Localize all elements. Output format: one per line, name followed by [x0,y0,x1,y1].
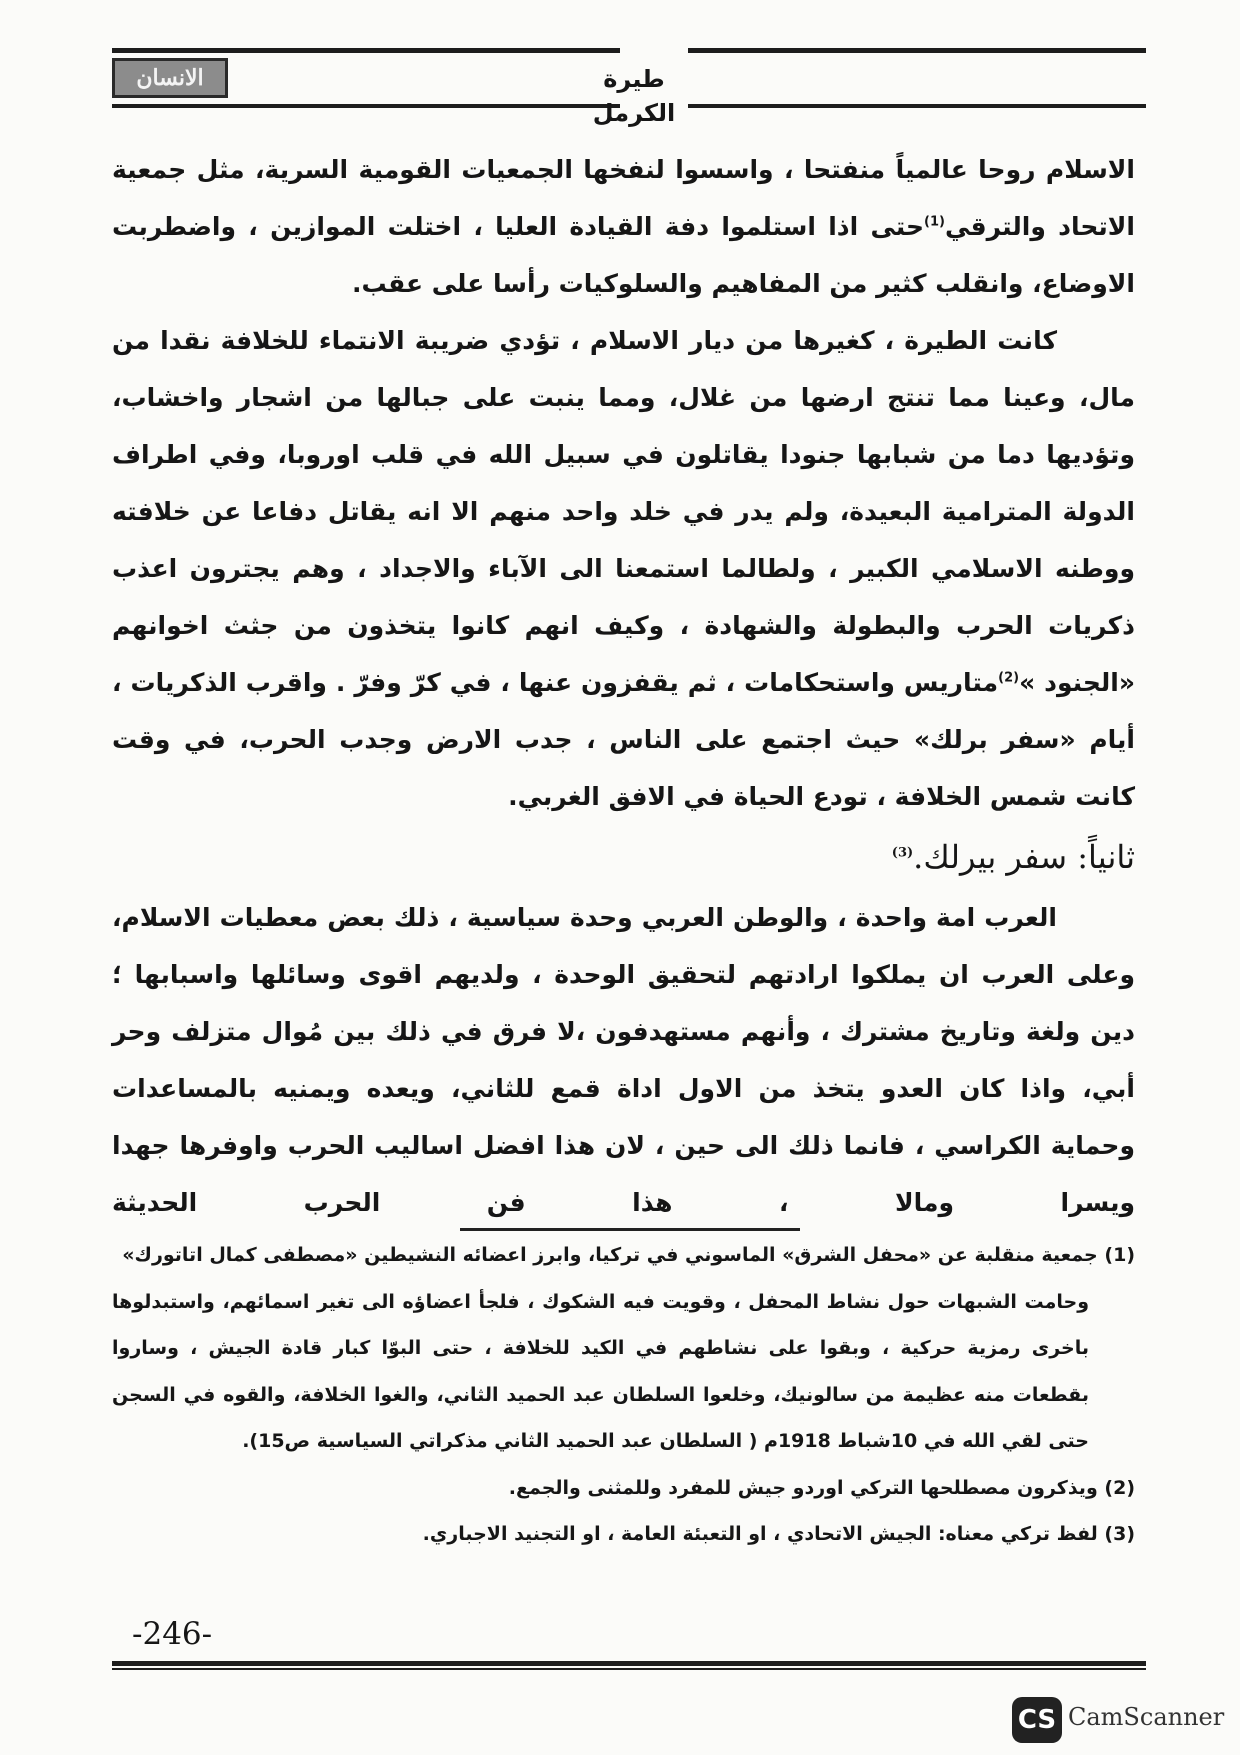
page-number: -246- [132,1616,213,1652]
paragraph-2 [112,312,1135,825]
footnote-1-continued: وحامت الشبهات حول نشاط المحفل ، وقويت فيه الشكوك ، فلجأ اعضاؤه الى تغير اسمائهم، واستبدلوها باخرى رمزية حركية ، وبقوا على نشاطهم في الكيد للخلافة ، حتى البوّا كبار قادة الجيش ، وساروا بقطعات منه عظيمة من سالونيك، وخلعوا السلطان عبد الحميد الثاني، والغوا الخلافة، والقوه في السجن حتى لقي الله في 10شباط 1918م ( السلطان عبد الحميد الثاني مذكراتي السياسية ص15). [112,1290,1089,1452]
header-rule-left-top [112,48,620,53]
footnote-separator [460,1228,800,1231]
header-rule-right-bottom [688,104,1146,108]
footnote-3 [112,1511,1135,1558]
footnotes [112,1232,1135,1558]
footnote-2 [112,1465,1135,1512]
footnote-1 [112,1232,1135,1279]
footnote-ref-3: (3) [891,845,914,861]
footnote-1-number: (1) [1104,1244,1135,1266]
paragraph-1-rest: حتى اذا استلموا دفة القيادة العليا ، اختلت الموازين ، واضطربت الاوضاع، وانقلب كثير من المفاهيم والسلوكيات رأسا على عقب. [112,212,1135,298]
footnote-ref-1: (1) [924,214,945,230]
running-header-title: طيرة الكرمل [592,65,676,127]
footnote-1-text: جمعية منقلبة عن «محفل الشرق» الماسوني في تركيا، وابرز اعضائه النشيطين «مصطفى كمال اتاتورك» [122,1244,1098,1266]
paragraph-2-rest: متاريس واستحكامات ، ثم يقفزون عنها ، في كرّ وفرّ . واقرب الذكريات ، أيام «سفر برلك» حيث اجتمع على الناس ، جدب الارض وجدب الحرب، في وقت كانت شمس الخلافة ، تودع الحياة في الافق الغربي. [112,668,1135,811]
section-heading [112,825,1135,889]
camscanner-watermark: CamScanner [1068,1703,1225,1731]
camscanner-logo-icon: CS [1012,1697,1062,1743]
footnote-2-text: ويذكرون مصطلحها التركي اوردو جيش للمفرد وللمثنى والجمع. [508,1476,1098,1499]
paragraph-1 [112,141,1135,312]
footnote-ref-2: (2) [998,670,1020,686]
body-text [112,141,1135,1231]
footnote-3-number: (3) [1104,1523,1135,1545]
footer-rule-thin [112,1668,1146,1670]
paragraph-2-text: كانت الطيرة ، كغيرها من ديار الاسلام ، تؤدي ضريبة الانتماء للخلافة نقدا من مال، وعينا مما تنتج ارضها من غلال، ومما ينبت على جبالها من اشجار واخشاب، وتؤديها دما من شبابها جنودا يقاتلون في سبيل الله في قلب اوروبا، وفي اطراف الدولة المترامية البعيدة، ولم يدر في خلد واحد منهم الا انه يقاتل دفاعا عن خلافته ووطنه الاسلامي الكبير ، ولطالما استمعنا الى الآباء والاجداد ، وهم يجترون اعذب ذكريات الحرب والبطولة والشهادة ، وكيف انهم كانوا يتخذون من جثث اخوانهم «الجنود » [112,326,1135,697]
journal-badge: الانسان [112,58,228,98]
footnote-3-text: لفظ تركي معناه: الجيش الاتحادي ، او التعبئة العامة ، او التجنيد الاجباري. [422,1523,1098,1545]
header-rule-left-bottom [112,104,620,108]
footnote-2-number: (2) [1104,1476,1135,1499]
paragraph-3: العرب امة واحدة ، والوطن العربي وحدة سياسية ، ذلك بعض معطيات الاسلام، وعلى العرب ان يملكوا ارادتهم لتحقيق الوحدة ، ولديهم اقوى وسائلها واسبابها ؛ دين ولغة وتاريخ مشترك ، وأنهم مستهدفون ،لا فرق في ذلك بين مُوال متزلف وحر أبي، واذا كان العدو يتخذ من الاول اداة قمع للثاني، ويعده ويمنيه بالمساعدات وحماية الكراسي ، فانما ذلك الى حين ، لان هذا افضل اساليب الحرب واوفرها جهدا ويسرا ومالا ، هذا فن الحرب الحديثة [112,903,1135,1217]
header-rule-right-top [688,48,1146,53]
paragraph-1-text: الاسلام روحا عالمياً منفتحا ، واسسوا لنفخها الجمعيات القومية السرية، مثل جمعية الاتحاد والترقي [112,155,1135,241]
footer-rule-thick [112,1661,1146,1666]
section-heading-text: ثانياً: سفر بيرلك. [913,838,1135,876]
